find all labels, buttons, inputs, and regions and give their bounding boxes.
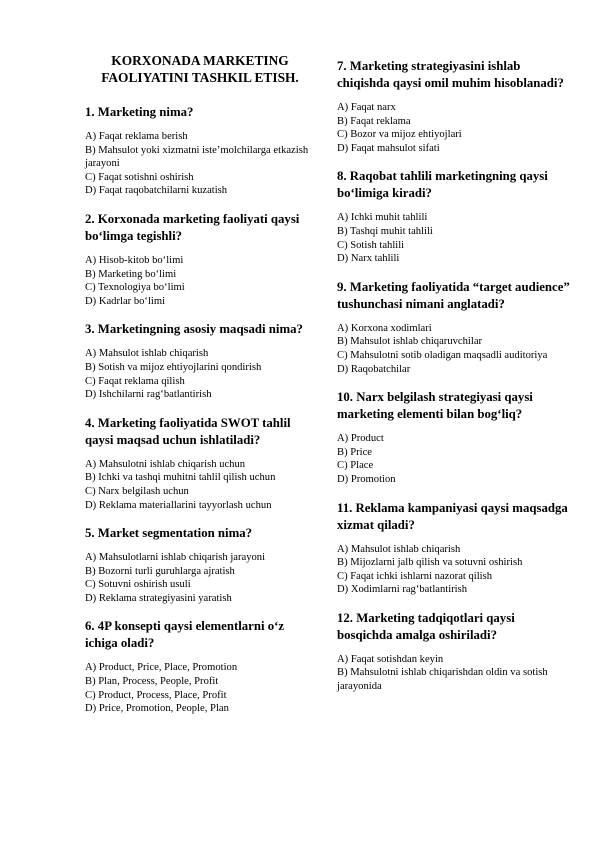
question-title: 8. Raqobat tahlili marketingning qaysi bo‘limiga kiradi?	[337, 169, 548, 201]
question-title: 12. Marketing tadqiqotlari qaysi bosqichda amalga oshiriladi?	[337, 610, 515, 642]
answer-option: A) Ichki muhit tahlili	[337, 212, 428, 224]
answer-option: B) Tashqi muhit tahlili	[337, 225, 433, 237]
answer-option: C) Faqat reklama qilish	[85, 375, 185, 387]
answer-option: A) Mahsulotlarni ishlab chiqarish jarayoni	[85, 552, 266, 564]
answer-option: A) Mahsulot ishlab chiqarish	[85, 348, 209, 360]
answer-option: B) Mijozlarni jalb qilish va sotuvni oshirish	[337, 557, 523, 569]
answer-option: B) Faqat reklama	[337, 115, 411, 127]
answer-option: A) Faqat narx	[337, 102, 396, 113]
answer-option: B) Sotish va mijoz ehtiyojlarini qondirish	[85, 361, 262, 373]
question-title: 5. Market segmentation nima?	[85, 526, 253, 541]
answer-option: A) Hisob-kitob bo‘limi	[85, 254, 184, 266]
answer-option: C) Narx belgilash uchun	[85, 485, 189, 497]
question-title: 11. Reklama kampaniyasi qaysi maqsadga xizmat qiladi?	[337, 500, 568, 532]
answer-option: A) Faqat reklama berish	[85, 131, 188, 142]
question-3	[85, 321, 315, 401]
question-title: 7. Marketing strategiyasini ishlab chiqishda qaysi omil muhim hisoblanadi?	[337, 59, 564, 90]
question-6	[85, 618, 315, 715]
answer-option: D) Price, Promotion, People, Plan	[85, 703, 229, 715]
answer-option: D) Faqat raqobatchilarni kuzatish	[85, 185, 228, 197]
question-title: 9. Marketing faoliyatida “target audience” tushunchasi nimani anglatadi?	[337, 279, 570, 311]
answer-option: A) Product	[337, 433, 384, 445]
answer-option: C) Sotuvni oshirish usuli	[85, 579, 191, 591]
question-title: 6. 4P konsepti qaysi elementlarni o‘z ichiga oladi?	[85, 619, 285, 651]
question-title: 4. Marketing faoliyatida SWOT tahlil qaysi maqsad uchun ishlatiladi?	[85, 415, 291, 447]
answer-option: D) Kadrlar bo‘limi	[85, 295, 166, 307]
answer-option: D) Narx tahlili	[337, 253, 400, 265]
question-8	[337, 168, 572, 265]
question-1	[85, 104, 315, 198]
question-12	[337, 610, 572, 694]
answer-option: A) Korxona xodimlari	[337, 322, 432, 334]
question-title: 3. Marketingning asosiy maqsadi nima?	[85, 322, 303, 337]
question-7	[337, 58, 572, 155]
answer-option: D) Raqobatchilar	[337, 363, 411, 375]
answer-option: D) Faqat mahsulot sifati	[337, 142, 440, 154]
answer-option: A) Mahsulotni ishlab chiqarish uchun	[85, 458, 246, 470]
answer-option: A) Product, Price, Place, Promotion	[85, 662, 238, 674]
answer-option: B) Price	[337, 446, 373, 458]
question-4	[85, 415, 315, 512]
answer-option: C) Sotish tahlili	[337, 239, 405, 251]
answer-option: C) Mahsulotni sotib oladigan maqsadli auditoriya	[337, 349, 548, 361]
question-10	[337, 389, 572, 486]
question-title: 10. Narx belgilash strategiyasi qaysi marketing elementi bilan bog‘liq?	[337, 390, 533, 422]
question-2	[85, 211, 315, 308]
answer-option: C) Product, Process, Place, Profit	[85, 689, 227, 701]
answer-option: C) Texnologiya bo‘limi	[85, 282, 185, 294]
question-title: 1. Marketing nima?	[85, 105, 194, 119]
answer-option: D) Ishchilarni rag‘batlantirish	[85, 389, 212, 401]
answer-option: B) Bozorni turli guruhlarga ajratish	[85, 565, 235, 577]
question-11	[337, 500, 572, 597]
document-title: KORXONADA MARKETING FAOLIYATINI TASHKIL ETISH.	[101, 53, 299, 85]
answer-option: B) Mahsulotni ishlab chiqarishdan oldin va sotish jarayonida	[337, 667, 548, 693]
answer-option: C) Place	[337, 460, 374, 472]
answer-option: B) Marketing bo‘limi	[85, 268, 177, 280]
answer-option: D) Promotion	[337, 473, 396, 485]
answer-option: D) Reklama materiallarini tayyorlash uchun	[85, 499, 272, 511]
answer-option: C) Bozor va mijoz ehtiyojlari	[337, 129, 462, 141]
answer-option: A) Mahsulot ishlab chiqarish	[337, 543, 461, 555]
left-column	[85, 52, 315, 729]
answer-option: D) Reklama strategiyasini yaratish	[85, 592, 232, 604]
question-9	[337, 279, 572, 376]
answer-option: D) Xodimlarni rag‘batlantirish	[337, 584, 468, 596]
answer-option: B) Plan, Process, People, Profit	[85, 676, 219, 688]
answer-option: C) Faqat sotishni oshirish	[85, 171, 194, 183]
answer-option: A) Faqat sotishdan keyin	[337, 653, 444, 665]
question-5	[85, 525, 315, 605]
answer-option: B) Ichki va tashqi muhitni tahlil qilish uchun	[85, 472, 276, 484]
answer-option: B) Mahsulot yoki xizmatni iste’molchilarga etkazish jarayoni	[85, 144, 309, 170]
answer-option: C) Faqat ichki ishlarni nazorat qilish	[337, 570, 493, 582]
answer-option: B) Mahsulot ishlab chiqaruvchilar	[337, 336, 483, 348]
right-column	[337, 58, 572, 707]
question-title: 2. Korxonada marketing faoliyati qaysi bo‘limga tegishli?	[85, 211, 300, 243]
